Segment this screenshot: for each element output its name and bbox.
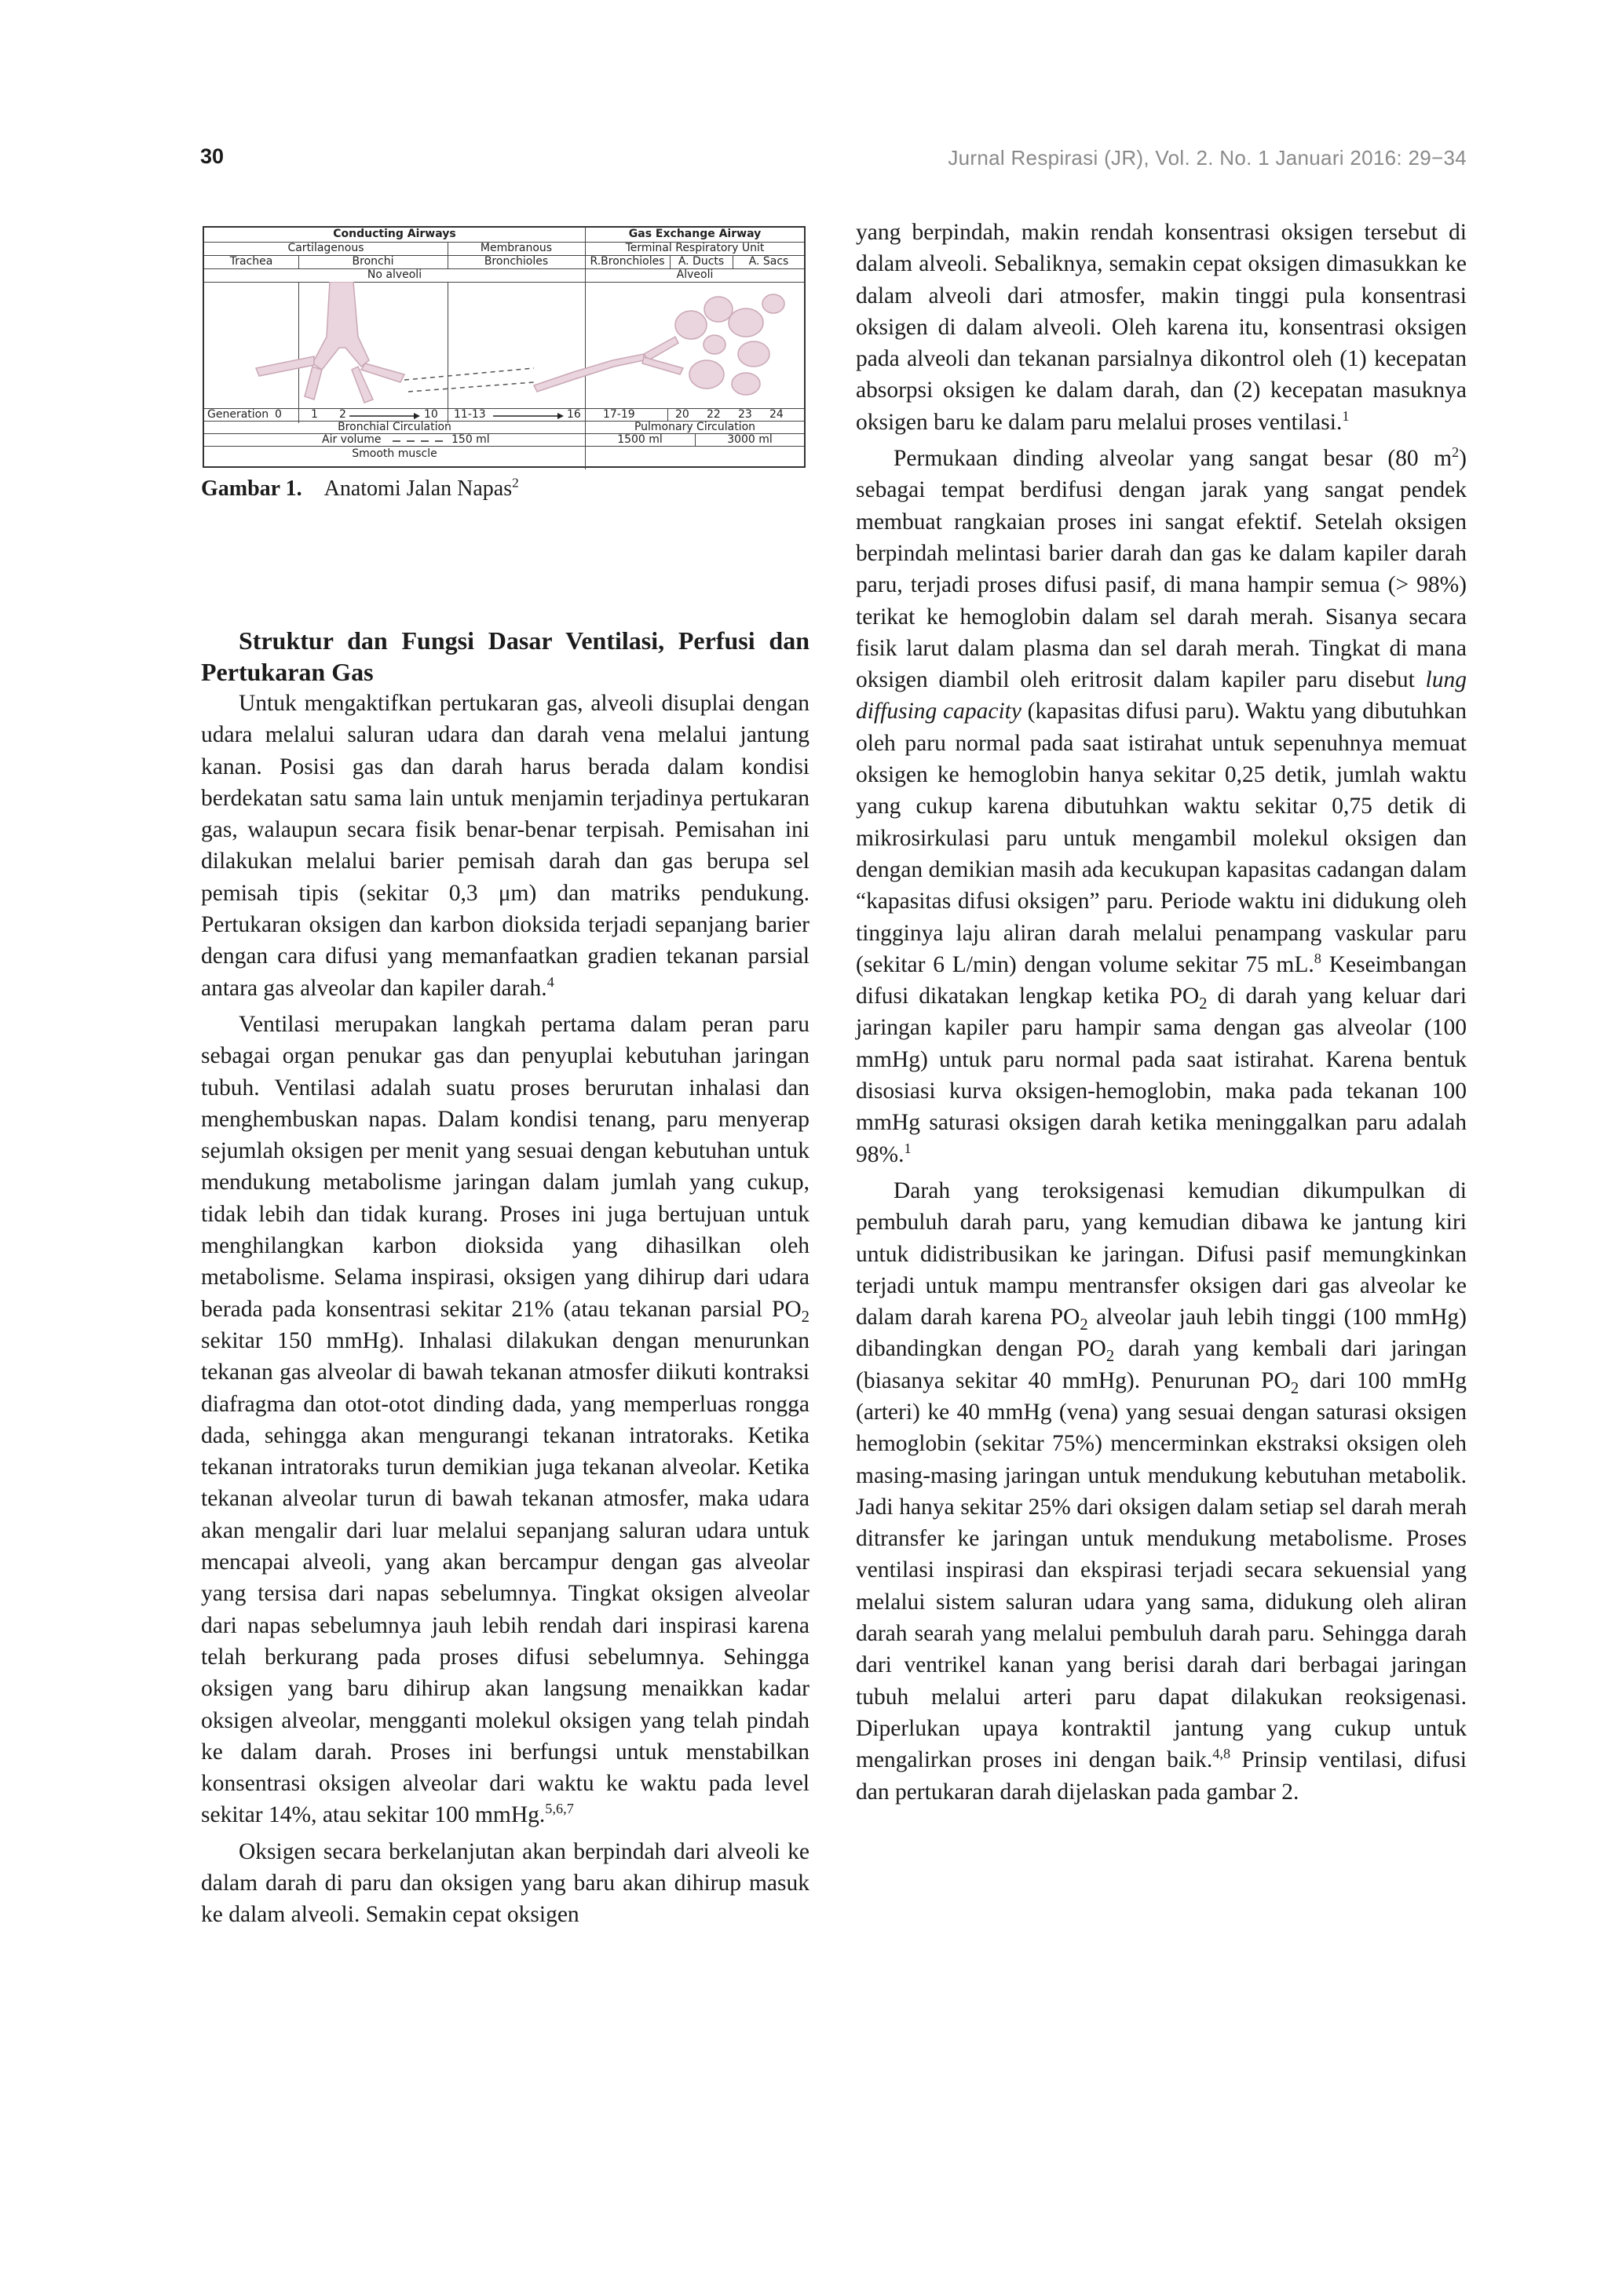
bronchi-label: Bronchi [352,255,394,268]
divider [695,433,696,446]
italic-term: lung diffusing capacity [856,667,1467,725]
right-column [856,217,1467,1808]
smooth-muscle-label: Smooth muscle [352,447,437,460]
air-volume-3000: 3000 ml [727,433,773,446]
subscript: 2 [1199,995,1208,1013]
air-volume-1500: 1500 ml [617,433,663,446]
trachea-shape [312,282,369,370]
bronchus-down [305,367,322,400]
paragraph [201,1836,809,1931]
alveolar-sac [704,297,733,322]
divider [585,228,586,282]
citation: 8 [1314,951,1321,966]
airway-table [203,226,806,468]
alveolar-sac [729,308,763,337]
dashed-connector [408,382,534,392]
paragraph-text: Permukaan dinding alveolar yang sangat besar (80 m [894,446,1453,472]
paragraph-text: Untuk mengaktifkan pertukaran gas, alveoli disuplai dengan udara melalui saluran udara dan darah vena melalui jantung kanan. Posisi gas dan darah harus berada dalam kondisi berdekatan satu sama lain untuk menjamin terjadinya pertukaran gas, walaupun secara fisik benar-benar terpisah. Pemisahan ini dilakukan melalui barier pemisah darah dan gas berupa sel pemisah tipis (sekitar 0,3 μm) dan matriks pendukung. Pertukaran oksigen dan karbon dioksida terjadi sepanjang barier dengan cara difusi yang memanfaatkan gradien tekanan parsial antara gas alveolar dan kapiler darah. [201,691,809,1001]
citation: 4,8 [1212,1746,1231,1762]
no-alveoli-label: No alveoli [367,268,422,281]
paragraph-text: (kapasitas difusi paru). Waktu yang dibutuhkan oleh paru normal pada saat istirahat untuk sepenuhnya memuat oksigen ke hemoglobin hanya sekitar 0,25 detik, jumlah waktu yang cukup karena dibutuhkan waktu sekitar 0,75 detik di mikrosirkulasi paru untuk mengambil molekul oksigen dan dengan demikian masih ada kecukupan kapasitas cadangan dalam “kapasitas difusi oksigen” paru. Periode waktu ini didukung oleh tingginya laju aliran darah melalui penampang vaskular paru (sekitar 6 L/min) dengan volume sekitar 75 mL. [856,699,1467,977]
bronchus-right [361,363,404,382]
citation: 5,6,7 [545,1801,574,1817]
caption-text: Anatomi Jalan Napas [323,476,513,501]
cartilagenous-label: Cartilagenous [287,242,364,254]
left-column [201,625,809,1931]
divider [298,408,299,421]
gas-exchange-airway-label: Gas Exchange Airway [628,228,762,240]
membranous-label: Membranous [480,242,553,254]
generation-22: 22 [707,408,721,421]
airway-tree-illustration [204,282,805,407]
alveolar-sac [704,335,725,354]
paragraph-text: yang berpindah, makin rendah konsentrasi oksigen tersebut di dalam alveoli. Sebaliknya, semakin cepat oksigen dimasukkan ke dalam alveoli dari atmosfer, makin tinggi pula konsentrasi oksigen di dalam alveoli. Oleh karena itu, konsentrasi oksigen pada alveoli dan tekanan parsialnya dikontrol oleh (1) kecepatan absorpsi oksigen ke dalam darah, dan (2) kecepatan masuknya oksigen baru ke dalam paru melalui proses ventilasi. [856,220,1467,435]
paragraph [201,688,809,1004]
paragraph-text: dari 100 mmHg (arteri) ke 40 mmHg (vena) yang sesuai dengan saturasi oksigen hemoglobin (sekitar 75%) mencerminkan ekstraksi oksigen oleh masing-masing jaringan untuk mendukung kebutuhan metabolik. Jadi hanya sekitar 25% dari oksigen dalam setiap sel darah merah ditransfer ke jaringan untuk mendukung metabolisme. Proses ventilasi inspirasi dan ekspirasi terjadi secara sekuensial yang melalui sistem saluran udara yang sama, didukung oleh aliran darah searah yang melalui pembuluh darah paru. Sehingga darah dari ventrikel kanan yang berisi darah dari berbagai jaringan tubuh melalui arteri paru dapat dilakukan reoksigenasi. Diperlukan upaya kontraktil jantung yang cukup untuk mengalirkan proses ini dengan baik. [856,1367,1467,1773]
paragraph [856,1175,1467,1808]
journal-running-head: Jurnal Respirasi (JR), Vol. 2. No. 1 Januari 2016: 29−34 [948,146,1467,170]
paragraph [201,1009,809,1831]
paragraph-text: alveolar jauh lebih tinggi (100 mmHg) dibandingkan dengan PO [856,1305,1467,1362]
paragraph-text: sekitar 150 mmHg). Inhalasi dilakukan dengan menurunkan tekanan gas alveolar di bawah tekanan atmosfer diikuti kontraksi diafragma dan otot-otot dinding dada, yang memperluas rongga dada, sehingga akan mengurangi tekanan intratoraks. Ketika tekanan intratoraks turun demikian juga tekanan alveolar. Ketika tekanan alveolar turun di bawah tekanan atmosfer, maka udara akan mengalir dari luar melalui sepanjang saluran udara untuk mencapai alveoli, yang akan bercampur dengan gas alveolar yang tersisa dari napas sebelumnya. Tingkat oksigen alveolar dari napas sebelumnya jauh lebih rendah dari inspirasi karena telah berkurang pada proses difusi sebelumnya. Sehingga oksigen yang baru dihirup akan langsung menaikkan kadar oksigen alveolar, mengganti molekul oksigen yang telah pindah ke dalam darah. Proses ini berfungsi untuk menstabilkan konsentrasi oksigen alveolar dari waktu ke waktu pada level sekitar 14%, atau sekitar 100 mmHg. [201,1327,809,1828]
paragraph-text: di darah yang keluar dari jaringan kapiler paru hampir sama dengan gas alveolar (100 mmHg) untuk paru normal pada saat istirahat. Karena bentuk disosiasi kurva oksigen-hemoglobin, maka pada tekanan 100 mmHg saturasi oksigen darah ketika meninggalkan paru adalah 98%. [856,984,1467,1167]
generation-label: Generation [207,408,269,421]
generation-10: 10 [424,408,438,421]
air-volume-label: Air volume [322,433,382,446]
bronchioles-label: Bronchioles [484,255,549,268]
alveolar-sac [762,294,784,313]
conducting-airways-label: Conducting Airways [333,228,456,240]
alveolar-sac [732,373,760,395]
bronchiole-shape [534,354,644,392]
generation-20: 20 [675,408,689,421]
paragraph-text: Keseimbangan difusi dikatakan lengkap ketika PO [856,951,1467,1009]
generation-11-13: 11-13 [454,408,486,421]
paragraph-text: Darah yang teroksigenasi kemudian dikumpulkan di pembuluh darah paru, yang kemudian dibawa ke jantung kiri untuk didistribusikan ke jaringan. Difusi pasif memungkinkan terjadi untuk mampu mentransfer oksigen dari gas alveolar ke dalam darah karena PO [856,1177,1467,1331]
generation-16: 16 [567,408,581,421]
superscript: 2 [1452,444,1460,461]
divider [667,408,668,421]
citation: 4 [546,973,554,990]
figure-caption [201,476,519,502]
divider [670,255,671,268]
subscript: 2 [1080,1316,1088,1334]
alveolar-duct [642,357,683,374]
alveolar-sac [738,341,769,367]
terminal-respiratory-unit-label: Terminal Respiratory Unit [625,242,765,254]
dashed-connector [404,368,534,380]
paragraph [856,443,1467,1170]
trachea-label: Trachea [229,255,273,268]
citation: 1 [1342,407,1350,424]
generation-2: 2 [339,408,346,421]
section-heading: Struktur dan Fungsi Dasar Ventilasi, Perfusi dan Pertukaran Gas [201,626,809,686]
a-sacs-label: A. Sacs [748,255,789,268]
subscript: 2 [1106,1348,1115,1366]
divider [298,255,299,268]
generation-24: 24 [769,408,784,421]
generation-23: 23 [738,408,752,421]
caption-label: Gambar 1. [201,476,302,501]
air-volume-dash [393,438,448,444]
alveoli-label: Alveoli [676,268,714,281]
generation-1: 1 [311,408,318,421]
page-number: 30 [200,144,225,168]
paragraph-text: Oksigen secara berkelanjutan akan berpindah dari alveoli ke dalam darah di paru dan oksigen yang baru akan dihirup masuk ke dalam alveoli. Semakin cepat oksigen [201,1838,809,1928]
citation: 1 [904,1140,912,1156]
generation-arrow [349,413,420,419]
respiratory-bronchiole [644,337,678,360]
generation-0: 0 [275,408,282,421]
pulmonary-circulation-label: Pulmonary Circulation [634,421,756,433]
figure-airway-anatomy [203,226,809,471]
subscript: 2 [1290,1379,1299,1397]
caption-ref: 2 [512,475,519,491]
paragraph-text: Ventilasi merupakan langkah pertama dalam peran paru sebagai organ penukar gas dan penyuplai kebutuhan jaringan tubuh. Ventilasi adalah suatu proses berurutan inhalasi dan menghembuskan napas. Dalam kondisi tenang, paru menyerap sejumlah oksigen per menit yang sesuai dengan kebutuhan untuk mendukung metabolisme jaringan dalam jumlah yang cukup, tidak lebih dan tidak kurang. Proses ini juga bertujuan untuk menghilangkan karbon dioksida yang dihasilkan oleh metabolisme. Selama inspirasi, oksigen yang dihirup dari udara berada pada konsentrasi sekitar 21% (atau tekanan parsial PO [201,1011,809,1322]
generation-17-19: 17-19 [603,408,635,421]
paragraph-text: ) sebagai tempat berdifusi dengan jarak yang sangat pendek membuat rangkaian proses ini sangat efektif. Setelah oksigen berpindah melintasi barier darah dan gas ke dalam kapiler darah paru, terjadi proses difusi pasif, di mana hampir semua (> 98%) terikat ke hemoglobin dalam sel darah merah. Sisanya secara fisik larut dalam plasma dan sel darah merah. Tingkat di mana oksigen diambil oleh eritrosit dalam kapiler paru disebut [856,446,1467,693]
paragraph-text: darah yang kembali dari jaringan (biasanya sekitar 40 mmHg). Penurunan PO [856,1336,1467,1393]
bronchial-circulation-label: Bronchial Circulation [338,421,451,433]
r-bronchioles-label: R.Bronchioles [590,255,665,268]
bronchus-left [256,356,314,376]
air-volume-150: 150 ml [451,433,490,446]
paragraph-text: Prinsip ventilasi, difusi dan pertukaran darah dijelaskan pada gambar 2. [856,1747,1467,1805]
paragraph [856,217,1467,438]
a-ducts-label: A. Ducts [678,255,725,268]
alveolar-sac [689,360,724,389]
alveolar-sac [675,311,707,339]
subscript: 2 [801,1308,809,1326]
airway-table-row [204,446,804,447]
generation-arrow [493,413,564,419]
